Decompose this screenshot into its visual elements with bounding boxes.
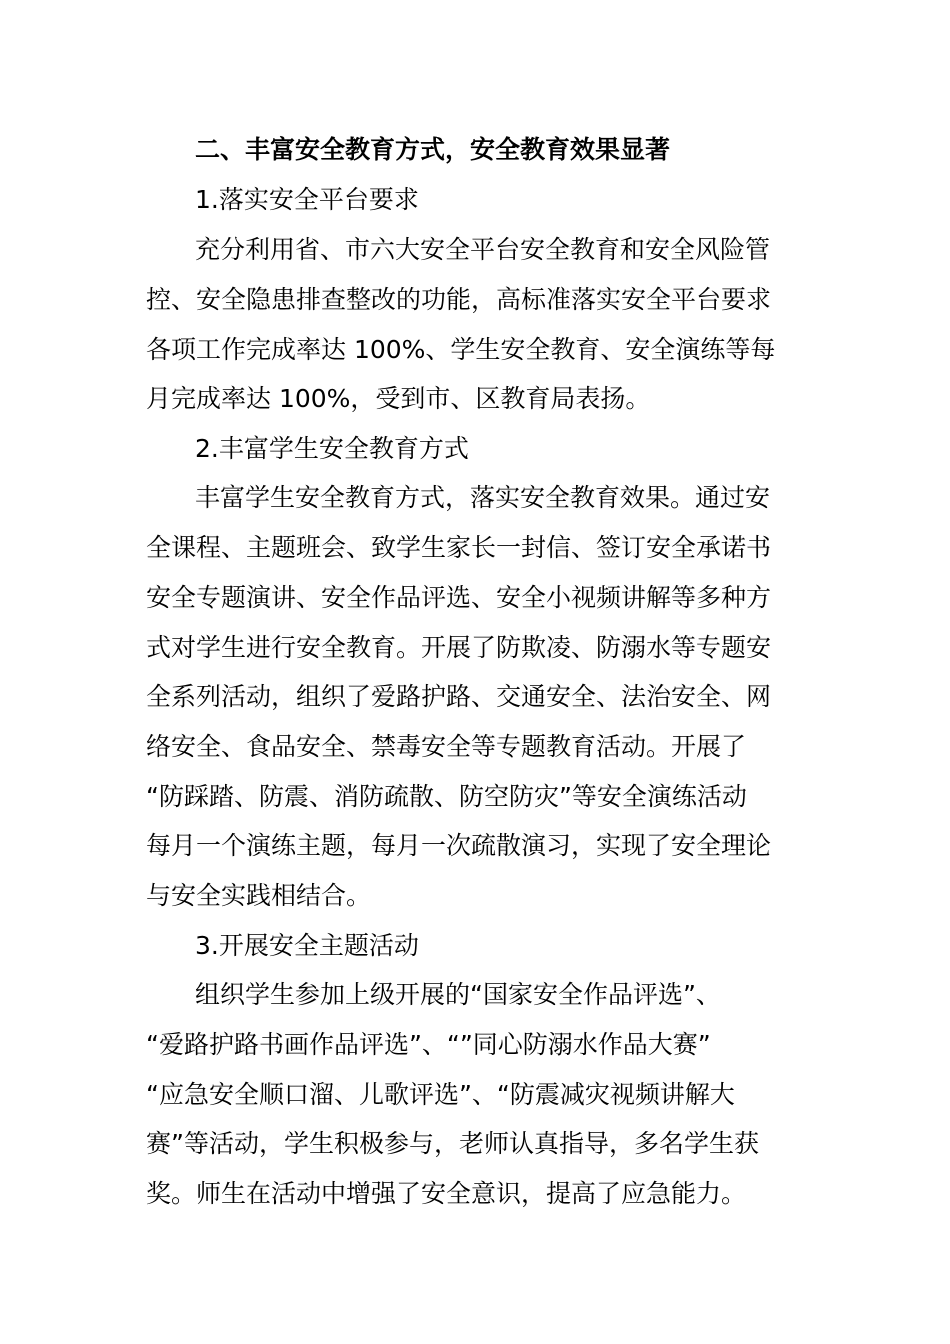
- paragraph-line: 组织学生参加上级开展的“国家安全作品评选”、: [195, 980, 721, 1009]
- paragraph-line: “防踩踏、防震、消防疏散、防空防灾”等安全演练活动: [146, 782, 747, 811]
- subsection-title-3: 3.开展安全主题活动: [195, 931, 419, 960]
- subsection-title-1: 1.落实安全平台要求: [195, 185, 419, 214]
- paragraph-line: 控、安全隐患排查整改的功能，高标准落实安全平台要求: [146, 285, 772, 314]
- paragraph-line: 月完成率达 100%，受到市、区教育局表扬。: [146, 384, 651, 413]
- paragraph-line: 与安全实践相结合。: [146, 881, 372, 910]
- paragraph-line: 充分利用省、市六大安全平台安全教育和安全风险管: [195, 235, 771, 264]
- section-heading: 二、丰富安全教育方式，安全教育效果显著: [195, 135, 671, 164]
- paragraph-line: 安全专题演讲、安全作品评选、安全小视频讲解等多种方: [146, 583, 772, 612]
- subsection-title-2: 2.丰富学生安全教育方式: [195, 434, 469, 463]
- paragraph-line: 奖。师生在活动中增强了安全意识，提高了应急能力。: [146, 1179, 747, 1208]
- paragraph-line: 全系列活动，组织了爱路护路、交通安全、法治安全、网: [146, 682, 772, 711]
- paragraph-line: “应急安全顺口溜、儿歌评选”、“防震减灾视频讲解大: [146, 1080, 735, 1109]
- paragraph-line: 赛”等活动，学生积极参与，老师认真指导，多名学生获: [146, 1129, 759, 1158]
- paragraph-line: 络安全、食品安全、禁毒安全等专题教育活动。开展了: [146, 732, 747, 761]
- paragraph-line: “爱路护路书画作品评选”、“”同心防溺水作品大赛”: [146, 1030, 711, 1059]
- paragraph-line: 各项工作完成率达 100%、学生安全教育、安全演练等每: [146, 335, 776, 364]
- paragraph-line: 每月一个演练主题，每月一次疏散演习，实现了安全理论: [146, 831, 772, 860]
- paragraph-line: 全课程、主题班会、致学生家长一封信、签订安全承诺书: [146, 533, 772, 562]
- paragraph-line: 丰富学生安全教育方式，落实安全教育效果。通过安: [195, 483, 771, 512]
- paragraph-line: 式对学生进行安全教育。开展了防欺凌、防溺水等专题安: [146, 633, 772, 662]
